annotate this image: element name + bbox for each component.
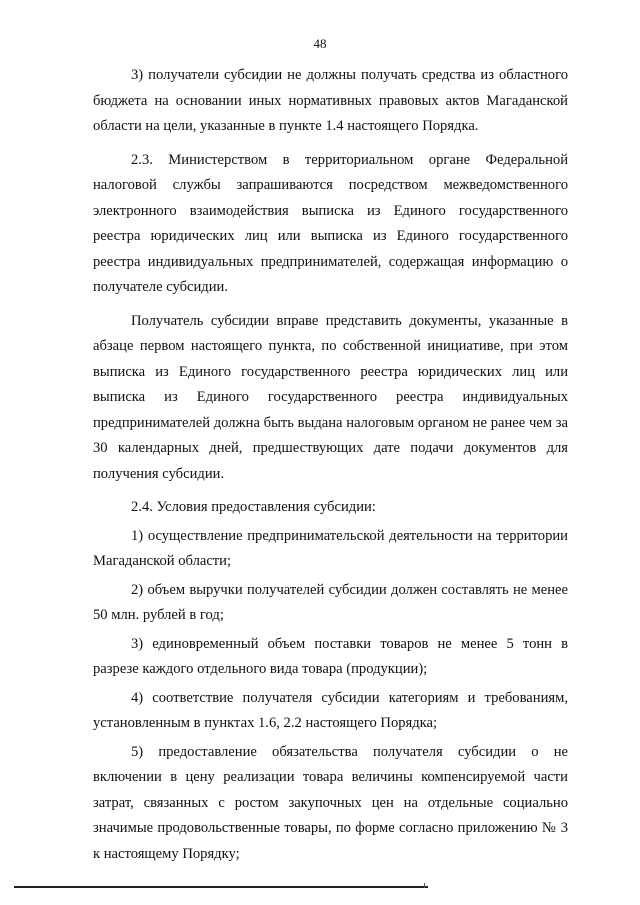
paragraph-2-4-heading: 2.4. Условия предоставления субсидии: — [131, 499, 376, 515]
condition-item-3: 3) единовременный объем поставки товаров не менее 5 тонн в разрезе каждого отдельного вида товара (продукции); — [93, 635, 568, 677]
condition-item-5: 5) предоставление обязательства получателя субсидии о не включении в цену реализации товара величины компенсируемой части затрат, связанных с ростом закупочных цен на отдельные социально значимые продовольственные товары, по форме согласно приложению № 3 к настоящему Порядку; — [93, 743, 568, 862]
footer-rule-end-mark — [424, 883, 425, 888]
condition-item-2: 2) объем выручки получателей субсидии должен составлять не менее 50 млн. рублей в год; — [93, 581, 568, 623]
page-number: 48 — [313, 36, 327, 51]
condition-item-4: 4) соответствие получателя субсидии категориям и требованиям, установленным в пунктах 1.6, 2.2 настоящего Порядка; — [93, 689, 568, 731]
paragraph-item-3: 3) получатели субсидии не должны получать средства из областного бюджета на основании иных нормативных правовых актов Магаданской области на цели, указанные в пункте 1.4 настоящего Порядка. — [93, 67, 568, 134]
condition-item-1: 1) осуществление предпринимательской деятельности на территории Магаданской области; — [93, 527, 568, 569]
footer-rule — [14, 886, 428, 888]
paragraph-2-3: 2.3. Министерством в территориальном органе Федеральной налоговой службы запрашиваются посредством межведомственного электронного взаимодействия выписка из Единого государственного реестра юридических лиц или выписка из Единого государственного реестра индивидуальных предпринимателей, содержащая информацию о получателе субсидии. — [93, 151, 568, 295]
paragraph-applicant-right: Получатель субсидии вправе представить документы, указанные в абзаце первом настоящего пункта, по собственной инициативе, при этом выписка из Единого государственного реестра юридических лиц или выписка из Единого государственного реестра индивидуальных предпринимателей должна быть выдана налоговым органом не ранее чем за 30 календарных дней, предшествующих дате подачи документов для получения субсидии. — [93, 312, 568, 482]
document-body — [93, 63, 568, 870]
